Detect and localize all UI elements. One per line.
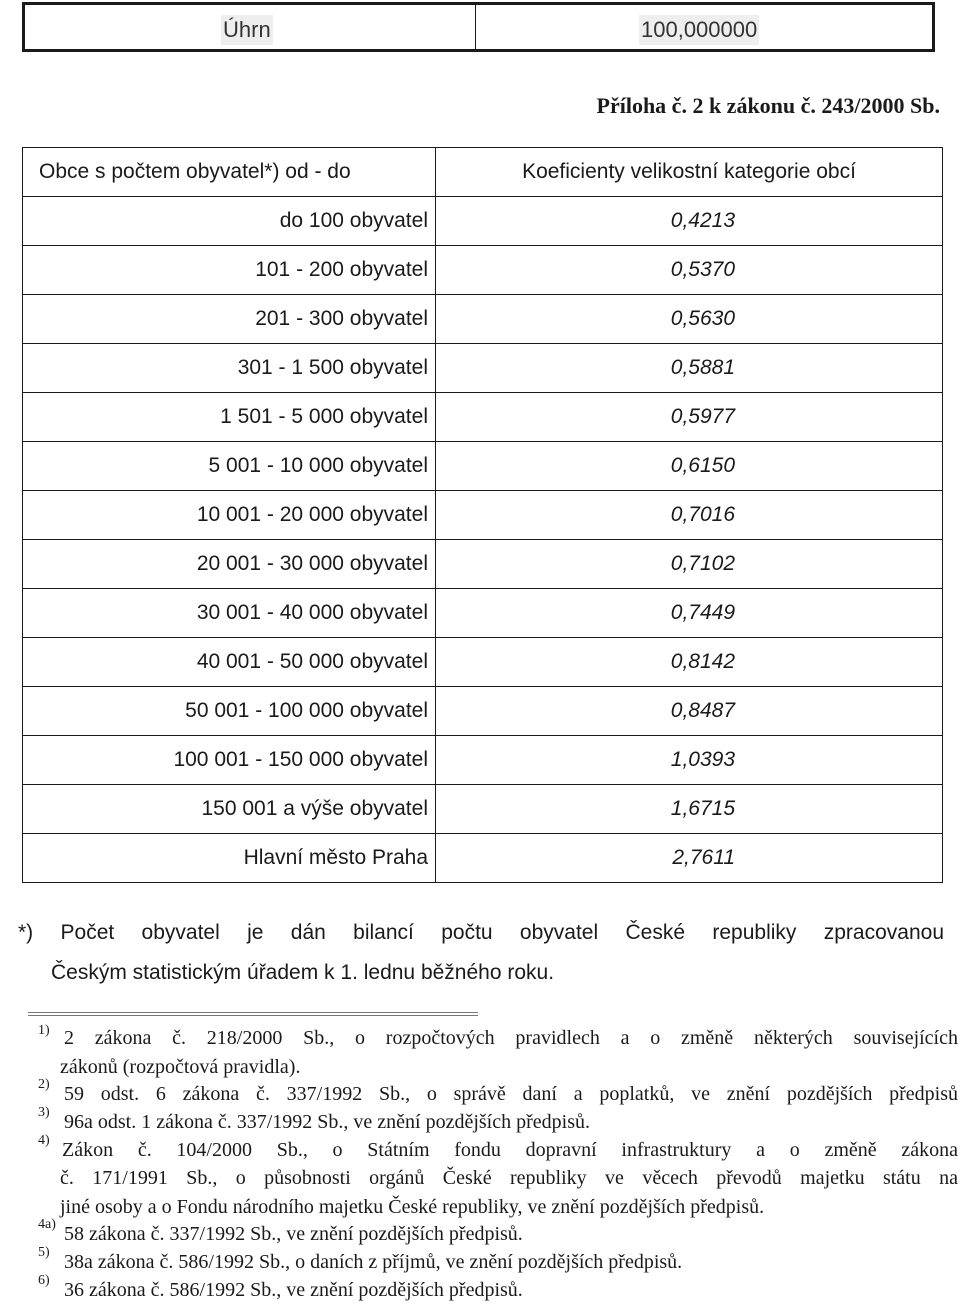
annex-title: Příloha č. 2 k zákonu č. 243/2000 Sb.: [596, 93, 940, 118]
header-coefficient: Koeficienty velikostní kategorie obcí: [436, 148, 943, 197]
population-range: 5 001 - 10 000 obyvatel: [23, 442, 436, 491]
table-row: [23, 638, 943, 687]
coefficient-value: 0,5977: [670, 405, 735, 428]
coefficient-value: 0,5881: [670, 356, 735, 379]
coefficient-value: 0,4213: [670, 209, 735, 232]
summary-value: 100,000000: [639, 15, 759, 45]
coefficient-value: 1,6715: [670, 797, 735, 820]
population-range: 10 001 - 20 000 obyvatel: [23, 491, 436, 540]
table-row: [23, 491, 943, 540]
population-range: do 100 obyvatel: [23, 197, 436, 246]
table-row: [23, 295, 943, 344]
coefficient-value: 0,7449: [670, 601, 735, 624]
table-row: [23, 393, 943, 442]
population-range: Hlavní město Praha: [23, 834, 436, 883]
footnote-2-line-1: 59 odst. 6 zákona č. 337/1992 Sb., o správě daní a poplatků, ve znění pozdějších předpisů: [64, 1083, 958, 1105]
population-range: 50 001 - 100 000 obyvatel: [23, 687, 436, 736]
population-range: 30 001 - 40 000 obyvatel: [23, 589, 436, 638]
population-range: 101 - 200 obyvatel: [23, 246, 436, 295]
footnote-mark: 4): [38, 1133, 50, 1148]
footnote-5-line-1: 38a zákona č. 586/1992 Sb., o daních z příjmů, ve znění pozdějších předpisů.: [64, 1251, 683, 1273]
table-header-row: [23, 148, 943, 197]
population-range: 100 001 - 150 000 obyvatel: [23, 736, 436, 785]
population-range: 20 001 - 30 000 obyvatel: [23, 540, 436, 589]
summary-box: [22, 2, 935, 52]
table-row: [23, 442, 943, 491]
footnote-1-line-1: 2 zákona č. 218/2000 Sb., o rozpočtových pravidlech a o změně některých souvisejících: [64, 1027, 958, 1049]
footnote-4-line-2: č. 171/1991 Sb., o působnosti orgánů České republiky ve věcech převodů majetku státu na: [60, 1167, 958, 1189]
table-row: [23, 834, 943, 883]
population-range: 301 - 1 500 obyvatel: [23, 344, 436, 393]
footnote-separator: [28, 1012, 478, 1016]
footnote-mark: 2): [38, 1077, 50, 1092]
footnote-4-line-1: Zákon č. 104/2000 Sb., o Státním fondu dopravní infrastruktury a o změně zákona: [62, 1139, 958, 1161]
footnote-6-line-1: 36 zákona č. 586/1992 Sb., ve znění pozdějších předpisů.: [64, 1279, 523, 1301]
footnote-mark: 3): [38, 1105, 50, 1120]
population-range: 1 501 - 5 000 obyvatel: [23, 393, 436, 442]
footnote-4-line-3: jiné osoby a o Fondu národního majetku České republiky, ve znění pozdějších předpisů.: [60, 1196, 765, 1218]
note-line-1: *) Počet obyvatel je dán bilancí počtu obyvatel České republiky zpracovanou: [18, 921, 944, 944]
coefficient-value: 0,5630: [670, 307, 735, 330]
footnote-4a-line-1: 58 zákona č. 337/1992 Sb., ve znění pozdějších předpisů.: [64, 1223, 523, 1245]
coefficient-value: 2,7611: [672, 846, 735, 869]
coefficient-value: 1,0393: [670, 748, 735, 771]
summary-label: Úhrn: [221, 15, 273, 45]
table-row: [23, 540, 943, 589]
table-row: [23, 589, 943, 638]
coefficient-value: 0,5370: [670, 258, 735, 281]
table-row: [23, 687, 943, 736]
coefficient-value: 0,6150: [670, 454, 735, 477]
population-note: [18, 913, 944, 993]
header-population: Obce s počtem obyvatel*) od - do: [23, 148, 436, 197]
coefficient-value: 0,7102: [670, 552, 735, 575]
footnote-mark: 5): [38, 1245, 50, 1260]
table-row: [23, 736, 943, 785]
note-line-2: Českým statistickým úřadem k 1. lednu běžného roku.: [51, 961, 555, 984]
population-range: 150 001 a výše obyvatel: [23, 785, 436, 834]
footnote-mark: 4a): [38, 1217, 56, 1232]
table-row: [23, 344, 943, 393]
summary-divider: [475, 5, 476, 49]
coefficient-value: 0,8142: [670, 650, 735, 673]
footnote-1-line-2: zákonů (rozpočtová pravidla).: [60, 1056, 301, 1078]
table-row: [23, 246, 943, 295]
coefficient-value: 0,8487: [670, 699, 735, 722]
footnote-mark: 1): [38, 1023, 50, 1038]
table-row: [23, 197, 943, 246]
coefficient-value: 0,7016: [670, 503, 735, 526]
footnote-3-line-1: 96a odst. 1 zákona č. 337/1992 Sb., ve znění pozdějších předpisů.: [64, 1111, 590, 1133]
coefficient-table: [22, 147, 943, 883]
population-range: 40 001 - 50 000 obyvatel: [23, 638, 436, 687]
population-range: 201 - 300 obyvatel: [23, 295, 436, 344]
footnote-mark: 6): [38, 1273, 50, 1288]
table-row: [23, 785, 943, 834]
